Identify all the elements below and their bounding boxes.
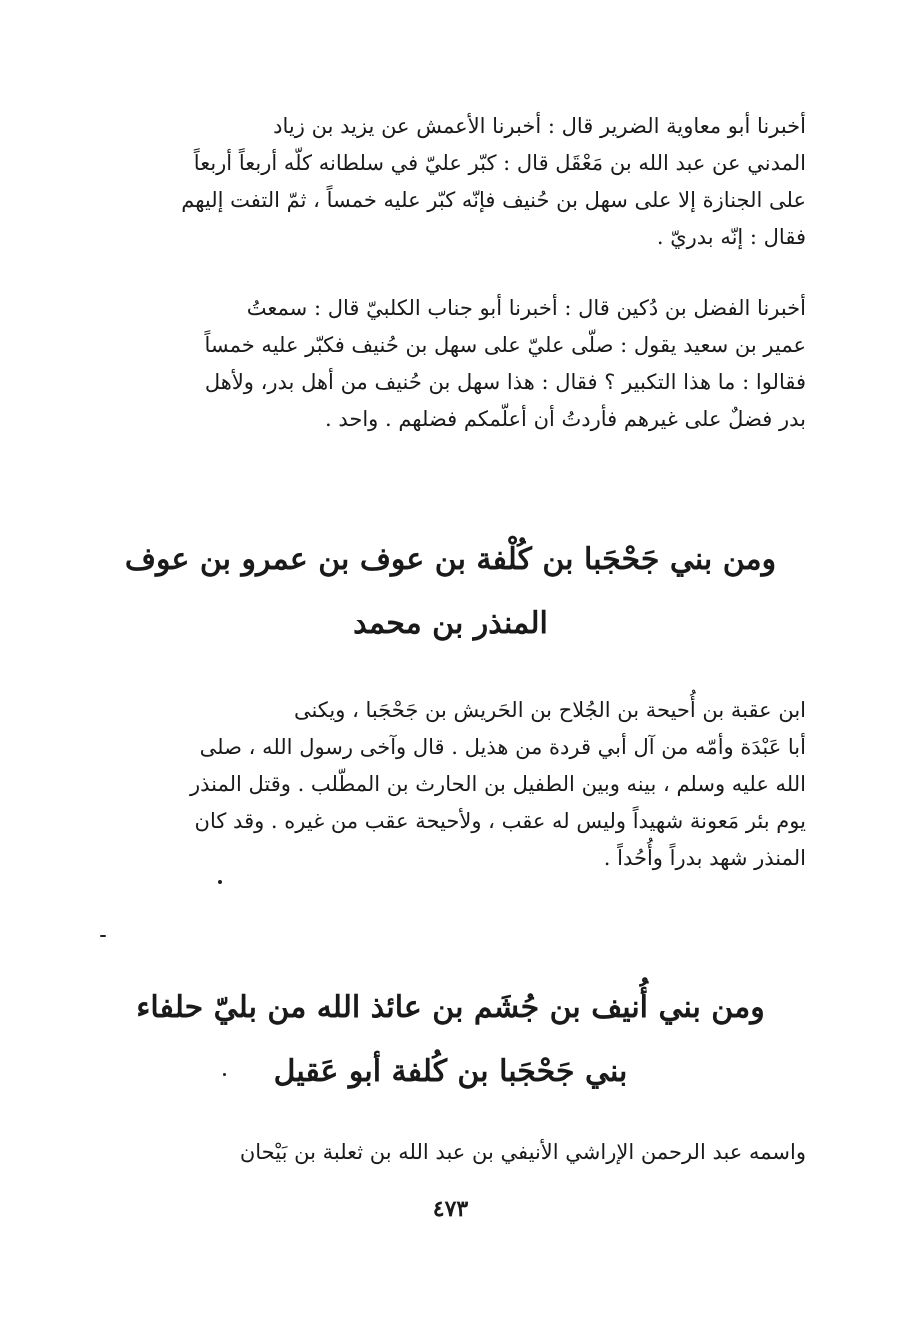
- text-line: ابن عقبة بن أُحيحة بن الجُلاح بن الحَريش بن جَحْجَبا ، ويكنى: [293, 698, 806, 722]
- text-line: المنذر شهد بدراً وأُحُداً .: [603, 846, 806, 870]
- text-line: المدني عن عبد الله بن مَعْقَل قال : كبّر عليّ في سلطانه كلّه أربعاً أربعاً: [193, 151, 806, 175]
- page-number: ٤٧٣: [432, 1196, 469, 1222]
- text-line: يوم بئر مَعونة شهيداً وليس له عقب ، ولأحيحة عقب من غيره . وقد كان: [194, 809, 806, 833]
- text-line: واسمه عبد الرحمن الإراشي الأنيفي بن عبد الله بن ثعلبة بن بَيْحان: [239, 1140, 806, 1164]
- heading-line: ومن بني جَحْجَبا بن كُلْفة بن عوف بن عمرو بن عوف: [124, 542, 777, 577]
- text-line: بدر فضلٌ على غيرهم فأردتُ أن أعلّمكم فضلهم . واحد .: [324, 407, 806, 431]
- print-speck: [223, 1073, 226, 1076]
- text-line: الله عليه وسلم ، بينه وبين الطفيل بن الحارث بن المطّلب . وقتل المنذر: [189, 772, 806, 796]
- text-line: أخبرنا أبو معاوية الضرير قال : أخبرنا الأعمش عن يزيد بن زياد: [273, 114, 806, 138]
- text-line: فقالوا : ما هذا التكبير ؟ فقال : هذا سهل بن حُنيف من أهل بدر، ولأهل: [204, 370, 806, 394]
- heading-subtitle: المنذر بن محمد: [353, 606, 548, 641]
- paragraph-1: [106, 108, 806, 256]
- text-line: أبا عَبْدَة وأمّه من آل أبي قردة من هذيل . قال وآخى رسول الله ، صلى: [199, 735, 806, 759]
- text-line: فقال : إنّه بدريّ .: [656, 225, 806, 249]
- section-heading-1: [0, 528, 901, 656]
- heading-line: بني جَحْجَبا بن كُلفة أبو عَقيل: [273, 1054, 628, 1089]
- print-speck: [100, 935, 106, 937]
- paragraph-4: [106, 1134, 806, 1171]
- text-line: أخبرنا الفضل بن دُكين قال : أخبرنا أبو جناب الكلبيّ قال : سمعتُ: [246, 296, 806, 320]
- paragraph-3: [106, 692, 806, 877]
- print-speck: [218, 880, 222, 884]
- section-heading-2: [0, 976, 901, 1104]
- text-line: على الجنازة إلا على سهل بن حُنيف فإنّه كبّر عليه خمساً ، ثمّ التفت إليهم: [181, 188, 806, 212]
- heading-line: ومن بني أُنيف بن جُشَم بن عائذ الله من بليّ حلفاء: [136, 990, 765, 1025]
- text-line: عمير بن سعيد يقول : صلّى عليّ على سهل بن حُنيف فكبّر عليه خمساً: [204, 333, 806, 357]
- paragraph-2: [106, 290, 806, 438]
